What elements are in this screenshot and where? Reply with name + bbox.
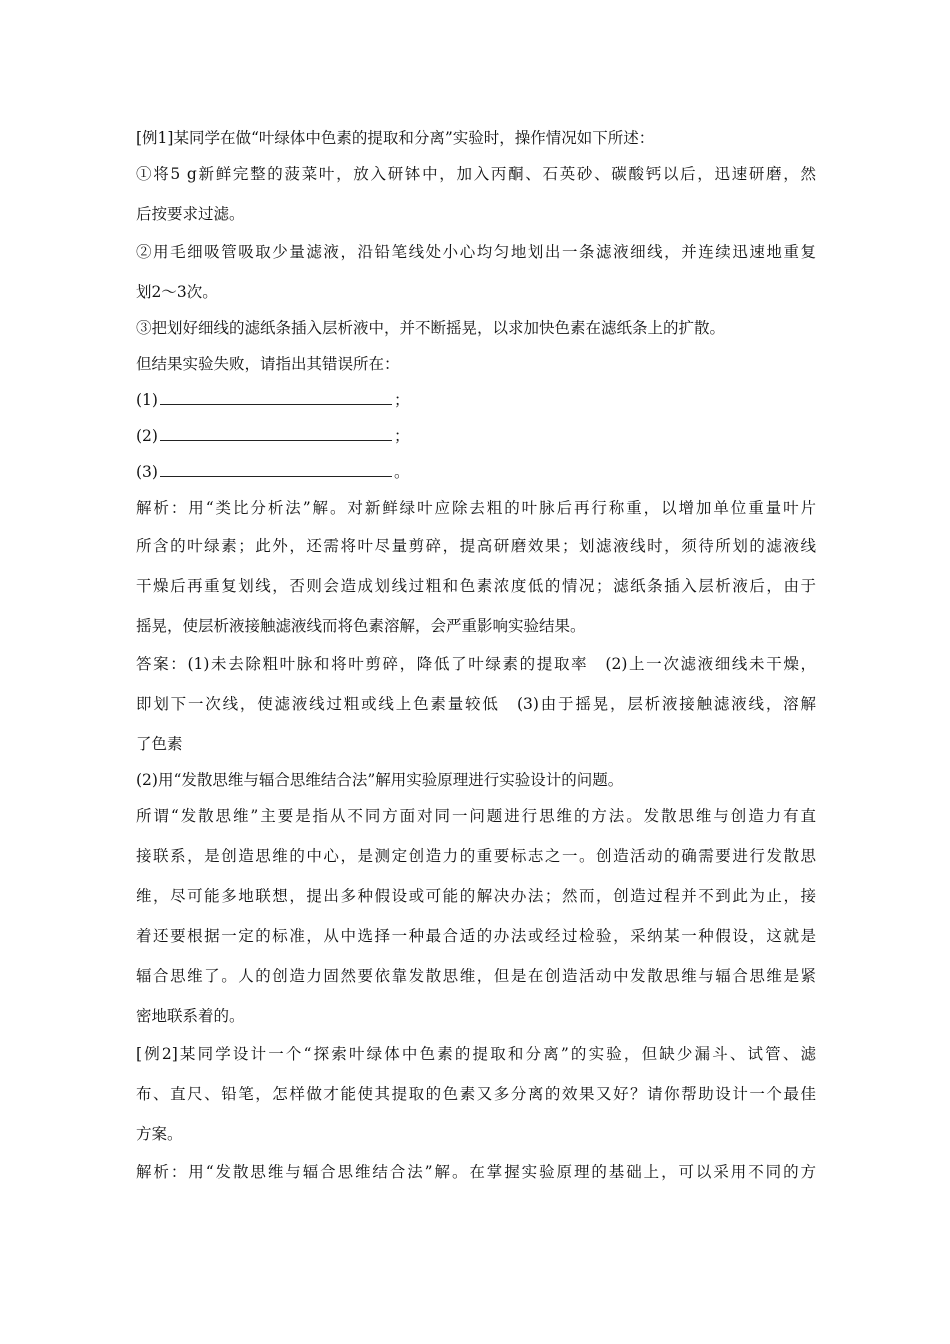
blank-label-1: (1) [136,391,158,409]
blank-underline-3 [160,462,392,477]
analysis-1-line-4: 摇晃，使层析液接触滤液线而将色素溶解，会严重影响实验结果。 [136,617,586,635]
answer-line-2: 即划下一次线，使滤液线过粗或线上色素量较低 (3)由于摇晃，层析液接触滤液线，溶解 [136,695,816,713]
blank-label-3: (3) [136,463,158,481]
step-2-line-2: 划2～3次。 [136,283,218,301]
divergent-para-line-2: 接联系，是创造思维的中心，是测定创造力的重要标志之一。创造活动的确需要进行发散思 [136,847,816,865]
divergent-para-line-1: 所谓“发散思维”主要是指从不同方面对同一问题进行思维的方法。发散思维与创造力有直 [136,807,816,825]
answer-blank-3 [136,462,816,482]
blank-punct-2: ； [393,427,410,445]
blank-underline-2 [160,426,392,441]
analysis-1-line-3: 干燥后再重复划线，否则会造成划线过粗和色素浓度低的情况；滤纸条插入层析液后，由于 [136,577,816,595]
example-2-line-3: 方案。 [136,1125,183,1143]
analysis-1-line-1: 解析：用“类比分析法”解。对新鲜绿叶应除去粗的叶脉后再行称重，以增加单位重量叶片 [136,499,816,517]
blank-punct-1: ； [393,391,410,409]
answer-blank-1 [136,390,816,410]
example-2-line-1: [例2]某同学设计一个“探索叶绿体中色素的提取和分离”的实验，但缺少漏斗、试管、滤 [136,1045,816,1063]
example-2-line-2: 布、直尺、铅笔，怎样做才能使其提取的色素又多分离的效果又好？请你帮助设计一个最佳 [136,1085,816,1103]
step-2-line-1: ②用毛细吸管吸取少量滤液，沿铅笔线处小心均匀地划出一条滤液细线，并连续迅速地重复 [136,243,816,261]
answer-line-1: 答案：(1)未去除粗叶脉和将叶剪碎，降低了叶绿素的提取率 (2)上一次滤液细线未干燥， [136,655,816,673]
answer-blank-2 [136,426,816,446]
blank-underline-1 [160,390,392,405]
divergent-para-line-4: 着还要根据一定的标准，从中选择一种最合适的办法或经过检验，采纳某一种假设，这就是 [136,927,816,945]
step-1-line-1: ①将5 g新鲜完整的菠菜叶，放入研钵中，加入丙酮、石英砂、碳酸钙以后，迅速研磨，然 [136,165,816,183]
answer-line-3: 了色素 [136,735,183,753]
method-2-heading: (2)用“发散思维与辐合思维结合法”解用实验原理进行实验设计的问题。 [136,771,624,789]
step-1-line-2: 后按要求过滤。 [136,205,245,223]
question-line: 但结果实验失败，请指出其错误所在： [136,355,400,373]
divergent-para-line-6: 密地联系着的。 [136,1007,245,1025]
blank-punct-3: 。 [393,463,410,481]
divergent-para-line-3: 维，尽可能多地联想，提出多种假设或可能的解决办法；然而，创造过程并不到此为止，接 [136,887,816,905]
analysis-1-line-2: 所含的叶绿素；此外，还需将叶尽量剪碎，提高研磨效果；划滤液线时，须待所划的滤液线 [136,537,816,555]
example-1-title: [例1]某同学在做“叶绿体中色素的提取和分离”实验时，操作情况如下所述： [136,129,655,147]
analysis-2-line-1: 解析：用“发散思维与辐合思维结合法”解。在掌握实验原理的基础上，可以采用不同的方 [136,1163,816,1181]
divergent-para-line-5: 辐合思维了。人的创造力固然要依靠发散思维，但是在创造活动中发散思维与辐合思维是紧 [136,967,816,985]
blank-label-2: (2) [136,427,158,445]
step-3-line: ③把划好细线的滤纸条插入层析液中，并不断摇晃，以求加快色素在滤纸条上的扩散。 [136,319,726,337]
